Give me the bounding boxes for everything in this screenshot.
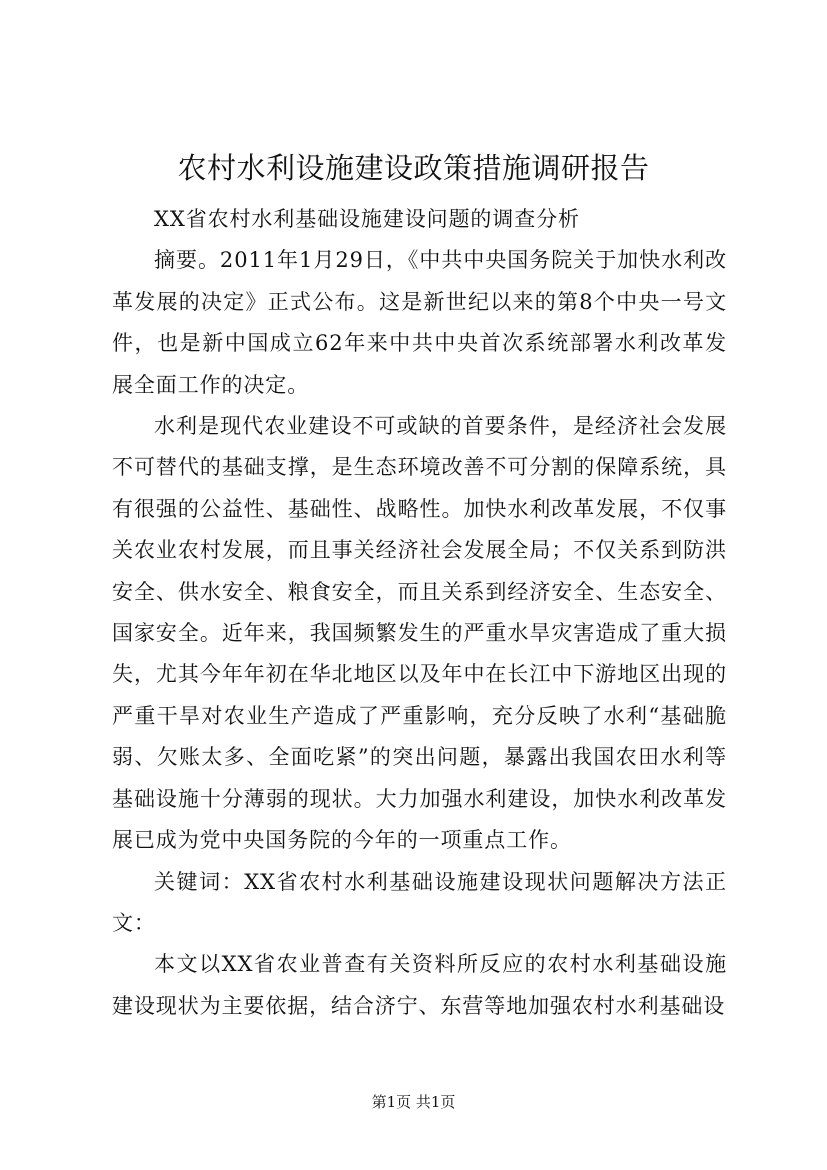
abstract-paragraph: 摘要。2011年1月29日，《中共中央国务院关于加快水利改革发展的决定》正式公布。这是新世纪以来的第8个中央一号文件，也是新中国成立62年来中共中央首次系统部署水利改革发展全面工作的决定。 — [112, 248, 727, 397]
body-paragraph: 水利是现代农业建设不可或缺的首要条件，是经济社会发展不可替代的基础支撑，是生态环境改善不可分割的保障系统，具有很强的公益性、基础性、战略性。加快水利改革发展，不仅事关农业农村发展，而且事关经济社会发展全局；不仅关系到防洪安全、供水安全、粮食安全，而且关系到经济安全、生态安全、国家安全。近年来，我国频繁发生的严重水旱灾害造成了重大损失，尤其今年年初在华北地区以及年中在长江中下游地区出现的严重干旱对农业生产造成了严重影响，充分反映了水利“基础脆弱、欠账太多、全面吃紧”的突出问题，暴露出我国农田水利等基础设施十分薄弱的现状。大力加强水利建设，加快水利改革发展已成为党中央国务院的今年的一项重点工作。 — [112, 414, 727, 853]
subtitle-paragraph: XX省农村水利基础设施建设问题的调查分析 — [154, 207, 580, 231]
document-title: 农村水利设施建设政策措施调研报告 — [177, 151, 650, 185]
body-paragraph: 本文以XX省农业普查有关资料所反应的农村水利基础设施建设现状为主要依据，结合济宁、东营等地加强农村水利基础设 — [112, 952, 727, 1018]
keywords-paragraph: 关键词：XX省农村水利基础设施建设现状问题解决方法正文： — [112, 869, 727, 935]
page-footer: 第1页 共1页 — [371, 1093, 456, 1111]
document-body — [112, 199, 727, 1027]
